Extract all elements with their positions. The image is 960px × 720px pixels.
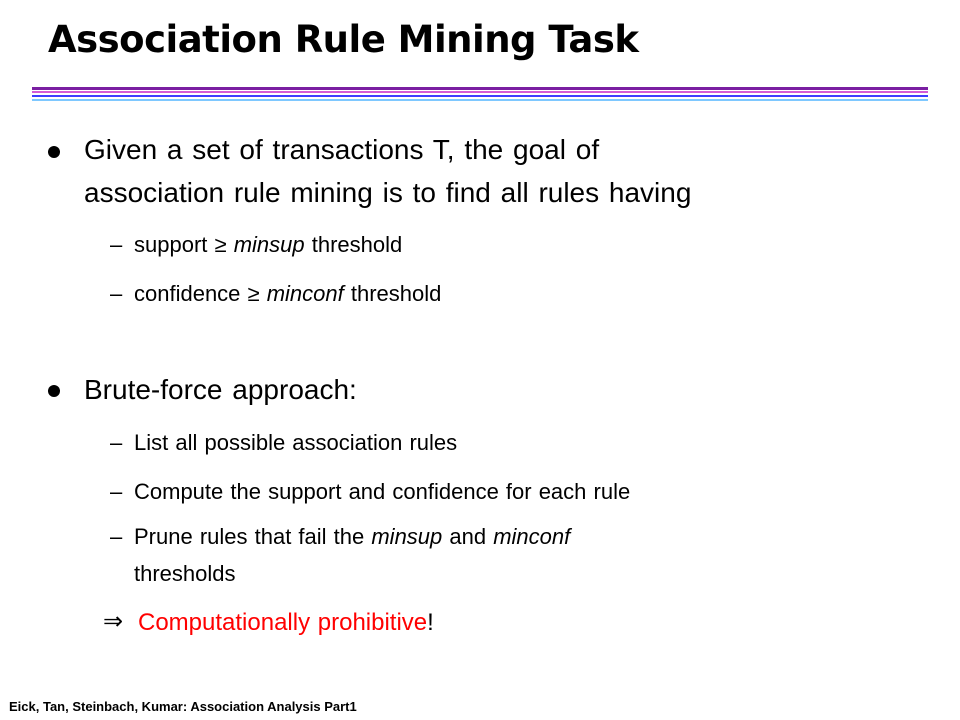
conclusion-text xyxy=(138,610,434,636)
sub-item-text: confidence ≥ xyxy=(134,281,267,306)
sub-item-emphasis: minsup xyxy=(371,524,443,549)
bullet-text-line: Given a set of transactions T, the goal of xyxy=(84,134,600,165)
bullet-dot xyxy=(48,385,60,397)
sub-dash: – xyxy=(110,232,123,257)
sub-item-emphasis: minconf xyxy=(493,524,571,549)
bullet-heading: Brute-force approach: xyxy=(84,374,357,405)
sub-item-text: threshold xyxy=(304,232,403,257)
bullet-dot xyxy=(48,146,60,158)
sub-dash: – xyxy=(110,430,123,455)
sub-item-compute: Compute the support and confidence for each rule xyxy=(134,479,631,504)
sub-dash: – xyxy=(110,524,123,549)
sub-item-confidence xyxy=(134,281,441,307)
conclusion-highlight: Computationally prohibitive xyxy=(138,609,428,636)
title-rule-band-blue xyxy=(32,95,928,97)
title-rule-band-lightblue xyxy=(32,99,928,101)
sub-dash: – xyxy=(110,479,123,504)
sub-item-text: and xyxy=(442,524,494,549)
conclusion-punctuation: ! xyxy=(427,609,434,636)
sub-item-text: threshold xyxy=(343,281,442,306)
sub-item-prune xyxy=(134,524,570,550)
sub-item-emphasis: minconf xyxy=(266,281,344,306)
sub-item-prune-continued: thresholds xyxy=(134,561,236,586)
slide-footer: Eick, Tan, Steinbach, Kumar: Association Analysis Part1 xyxy=(9,699,357,714)
title-rule-band-purple xyxy=(32,87,928,90)
bullet-text-line: association rule mining is to find all rules having xyxy=(84,177,692,208)
sub-item-list-rules: List all possible association rules xyxy=(134,430,458,455)
sub-item-emphasis: minsup xyxy=(233,232,305,257)
sub-item-text: Prune rules that fail the xyxy=(134,524,372,549)
sub-dash: – xyxy=(110,281,123,306)
title-rule-band-pink xyxy=(32,91,928,93)
implies-arrow-icon: ⇒ xyxy=(103,608,124,635)
slide-title: Association Rule Mining Task xyxy=(48,18,639,61)
sub-item-support xyxy=(134,232,402,258)
sub-item-text: support ≥ xyxy=(134,232,234,257)
